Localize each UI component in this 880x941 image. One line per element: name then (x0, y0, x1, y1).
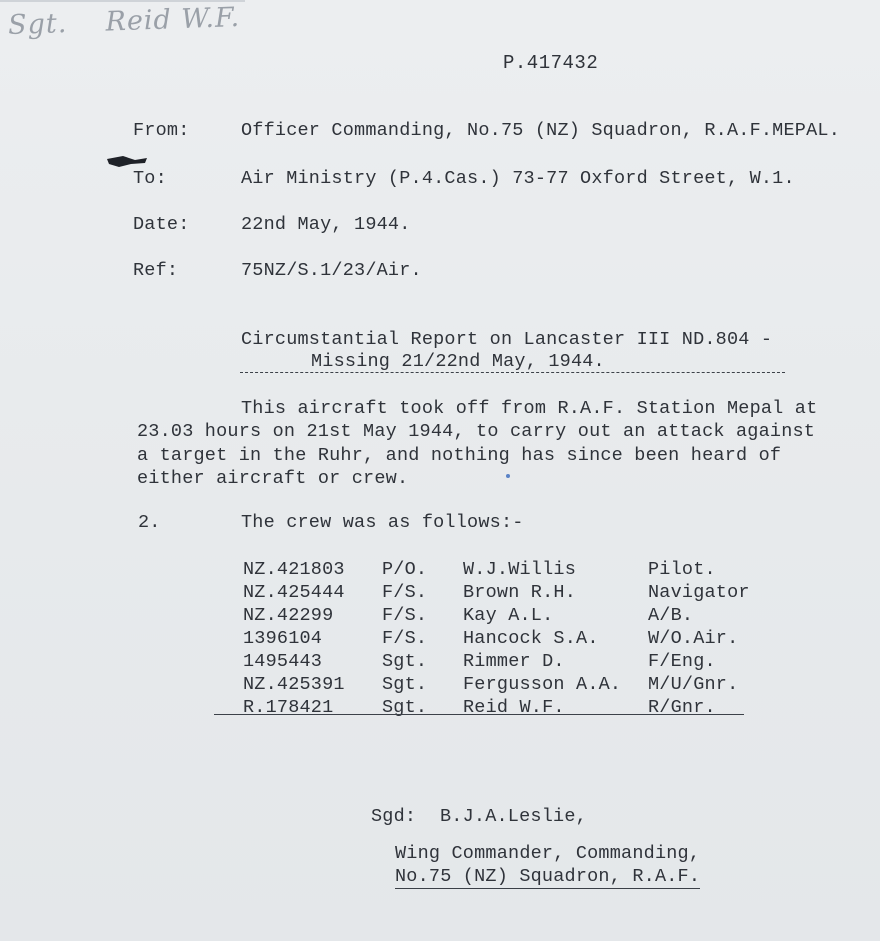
report-title-line1: Circumstantial Report on Lancaster III ND.804 - (241, 329, 773, 350)
body-line-2: 23.03 hours on 21st May 1944, to carry out an attack against (137, 421, 816, 442)
crew-row (0, 559, 880, 582)
crew-row (0, 605, 880, 628)
crew-rank: P/O. (382, 559, 428, 580)
crew-role: Pilot. (648, 559, 716, 580)
item-text: The crew was as follows:- (241, 512, 524, 533)
from-value: Officer Commanding, No.75 (NZ) Squadron, R.A.F.MEPAL. (241, 120, 840, 141)
signatory-title: Wing Commander, Commanding, (395, 843, 701, 864)
crew-service-number: NZ.425391 (243, 674, 345, 695)
crew-row (0, 651, 880, 674)
to-value: Air Ministry (P.4.Cas.) 73-77 Oxford Street, W.1. (241, 168, 795, 189)
ink-dot (506, 474, 510, 478)
handwritten-note (8, 2, 241, 41)
to-label: To: (133, 168, 167, 189)
signatory-name: B.J.A.Leslie, (440, 806, 587, 827)
crew-table-underline (214, 714, 744, 715)
crew-role: W/O.Air. (648, 628, 739, 649)
signed-label: Sgd: (371, 806, 417, 827)
crew-rank: Sgt. (382, 697, 428, 718)
body-line-3: a target in the Ruhr, and nothing has since been heard of (137, 445, 782, 466)
crew-name: Reid W.F. (463, 697, 565, 718)
ref-value: 75NZ/S.1/23/Air. (241, 260, 422, 281)
crew-role: A/B. (648, 605, 694, 626)
body-line-4: either aircraft or crew. (137, 468, 409, 489)
crew-row (0, 697, 880, 720)
crew-name: Brown R.H. (463, 582, 577, 603)
crew-rank: Sgt. (382, 674, 428, 695)
crew-rank: F/S. (382, 605, 428, 626)
crew-row (0, 674, 880, 697)
ref-label: Ref: (133, 260, 179, 281)
title-underline (240, 372, 785, 373)
from-label: From: (133, 120, 190, 141)
handwritten-name: Reid W.F. (105, 1, 241, 38)
crew-name: Hancock S.A. (463, 628, 599, 649)
crew-name: Kay A.L. (463, 605, 554, 626)
crew-name: Rimmer D. (463, 651, 565, 672)
crew-rank: Sgt. (382, 651, 428, 672)
crew-name: Fergusson A.A. (463, 674, 622, 695)
crew-role: F/Eng. (648, 651, 716, 672)
crew-service-number: 1396104 (243, 628, 323, 649)
crew-service-number: NZ.421803 (243, 559, 345, 580)
crew-service-number: R.178421 (243, 697, 334, 718)
ink-blot-mark (105, 154, 149, 168)
date-value: 22nd May, 1944. (241, 214, 411, 235)
crew-name: W.J.Willis (463, 559, 577, 580)
crew-row (0, 628, 880, 651)
signatory-unit (395, 866, 700, 887)
reference-number: P.417432 (503, 52, 599, 74)
crew-role: M/U/Gnr. (648, 674, 739, 695)
crew-service-number: NZ.42299 (243, 605, 334, 626)
crew-service-number: 1495443 (243, 651, 323, 672)
handwritten-rank: Sgt. (7, 7, 68, 42)
date-label: Date: (133, 214, 190, 235)
crew-role: R/Gnr. (648, 697, 716, 718)
crew-role: Navigator (648, 582, 750, 603)
signatory-unit-text: No.75 (NZ) Squadron, R.A.F. (395, 866, 701, 887)
crew-row (0, 582, 880, 605)
crew-rank: F/S. (382, 582, 428, 603)
crew-rank: F/S. (382, 628, 428, 649)
body-line-1: This aircraft took off from R.A.F. Station Mepal at (241, 398, 818, 419)
item-number: 2. (138, 512, 161, 533)
crew-service-number: NZ.425444 (243, 582, 345, 603)
paper-edge (0, 0, 245, 2)
report-title-line2: Missing 21/22nd May, 1944. (311, 351, 605, 372)
